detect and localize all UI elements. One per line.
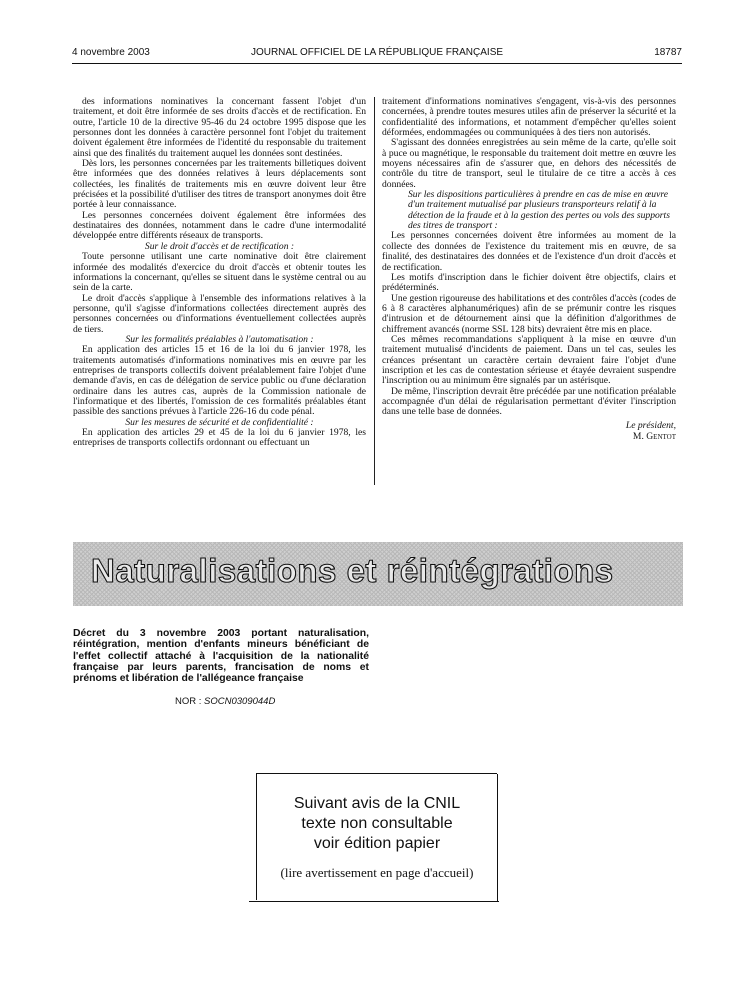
paragraph: S'agissant des données enregistrées au sein même de la carte, qu'elle soit à puce ou magnétique, le responsable du traitement doit mettre en œuvre les moyens nécessaires afin de s'assurer que, en dehors des nécessités de contrôle du titre de transport, seul le titulaire de ce titre a accès à ces données.	[382, 137, 676, 190]
header-journal-title: JOURNAL OFFICIEL DE LA RÉPUBLIQUE FRANÇAISE	[250, 47, 504, 58]
paragraph: traitement d'informations nominatives s'engagent, vis-à-vis des personnes concernées, à prendre toutes mesures utiles afin de préserver la sécurité et la confidentialité des informations, et notamment d'empêcher qu'elles soient déformées, endommagées ou communiquées à des tiers non autorisés.	[382, 96, 676, 139]
notice-line: voir édition papier	[313, 835, 441, 852]
paragraph: Les personnes concernées doivent être informées au moment de la collecte des données de l'existence du traitement mis en œuvre, de sa finalité, des destinataires des données et de l'existence d'un droit d'accès et de rectification.	[382, 230, 676, 273]
nor-label: NOR :	[175, 696, 202, 707]
notice-warning-text: (lire avertissement en page d'accueil)	[280, 865, 474, 880]
paragraph: En application des articles 15 et 16 de la loi du 6 janvier 1978, les traitements automatisés d'informations nominatives mis en œuvre par les entreprises de transports collectifs doivent préalablement faire l'objet d'une demande d'avis, en cas de délégation de service public ou d'une déclaration ordinaire dans les autres cas, auprès de la Commission nationale de l'informatique et des libertés, l'omission de ces formalités préalables étant passible des sanctions prévues à l'article 226-16 du code pénal.	[73, 344, 366, 418]
paragraph: Les motifs d'inscription dans le fichier doivent être objectifs, clairs et prédéterminés.	[382, 271, 676, 294]
paragraph: Ces mêmes recommandations s'appliquent à la mise en œuvre d'un traitement mutualisé d'incidents de paiement. Dans un tel cas, seules les créances présentant un caractère certain devraient faire l'objet d'une inscription et les cas de contestation sérieuse et étayée devraient suspendre l'inscription ou au minimum être signalés par un astérisque.	[382, 333, 676, 387]
paragraph: des informations nominatives la concernant fassent l'objet d'un traitement, et doit être informée de ses droits d'accès et de rectification. En outre, l'article 10 de la directive 95-46 du 24 octobre 1995 dispose que les personnes dont les données à caractère personnel font l'objet du traitement doivent également être informées de l'identité du responsable du traitement ainsi que des finalités du traitement auquel les données sont destinées.	[73, 96, 366, 159]
section-subheading: Sur les mesures de sécurité et de confidentialité :	[125, 416, 314, 428]
paragraph: De même, l'inscription devrait être précédée par une notification préalable accompagnée d'un délai de régularisation permettant d'éviter l'inscription dans une telle base de données.	[382, 385, 676, 418]
notice-box-right-border	[497, 774, 498, 902]
paragraph: Dès lors, les personnes concernées par les traitements billetiques doivent être informées que des données relatives à leurs déplacements sont collectées, les finalités de traitements mis en œuvre doivent leur être précisées et la possibilité d'utiliser des titres de transport anonymes doit être portée à leur connaissance.	[73, 158, 366, 211]
paragraph: Le droit d'accès s'applique à l'ensemble des informations relatives à la personne, qu'il s'agisse d'informations collectées directement auprès des personnes concernées ou d'informations éventuellement collectées auprès de tiers.	[73, 292, 366, 335]
notice-line: Suivant avis de la CNIL	[293, 795, 461, 812]
notice-main-text	[257, 794, 497, 854]
section-banner-title: Naturalisations et réintégrations	[91, 552, 614, 589]
paragraph: Toute personne utilisant une carte nominative doit être clairement informée des modalités d'exercice du droit d'accès et obtenir toutes les informations la concernant, qu'elles se situent dans le système central ou au sein de la carte.	[73, 251, 366, 294]
signature-block	[382, 420, 676, 442]
nor-value: SOCN0309044D	[204, 696, 276, 707]
section-banner	[73, 542, 683, 606]
nor-reference	[175, 696, 275, 707]
header-page-number: 18787	[654, 47, 682, 58]
section-subheading: Sur le droit d'accès et de rectification :	[144, 240, 295, 252]
signature-title: Le président,	[625, 419, 676, 431]
notice-line: texte non consultable	[301, 815, 453, 832]
section-subheading: Sur les formalités préalables à l'automatisation :	[125, 333, 314, 345]
running-header	[72, 47, 682, 61]
header-rule	[72, 63, 682, 64]
paragraph: En application des articles 29 et 45 de la loi du 6 janvier 1978, les entreprises de transports collectifs ordonnant ou effectuant un	[73, 427, 366, 449]
right-column	[382, 97, 676, 442]
left-column	[73, 97, 366, 449]
header-date: 4 novembre 2003	[72, 47, 150, 58]
column-separator	[374, 97, 375, 485]
signature-name: M. Gentot	[632, 430, 676, 442]
section-subheading: Sur les dispositions particulières à prendre en cas de mise en œuvre d'un traitement mutualisé par plusieurs transporteurs relatif à la détection de la fraude et à la gestion des pertes ou vols des supports des titres de transport :	[408, 189, 670, 232]
decree-title: Décret du 3 novembre 2003 portant naturalisation, réintégration, mention d'enfants mineurs bénéficiant de l'effet collectif attaché à l'acquisition de la nationalité française par leurs parents, francisation de noms et prénoms et libération de l'allégeance française	[73, 628, 369, 685]
paragraph: Les personnes concernées doivent également être informées des destinataires des données, notamment dans le cadre d'une intermodalité développée entre différents réseaux de transports.	[73, 209, 366, 242]
cnil-notice-box	[256, 773, 497, 900]
paragraph: Une gestion rigoureuse des habilitations et des contrôles d'accès (codes de 6 à 8 caractères alphanumériques) afin de se prémunir contre les risques d'intrusion et de détournement ainsi que la définition d'algorithmes de chiffrement avancés (norme SSL 128 bits) devraient être mis en place.	[382, 292, 676, 335]
notice-box-bottom-border	[249, 901, 499, 902]
